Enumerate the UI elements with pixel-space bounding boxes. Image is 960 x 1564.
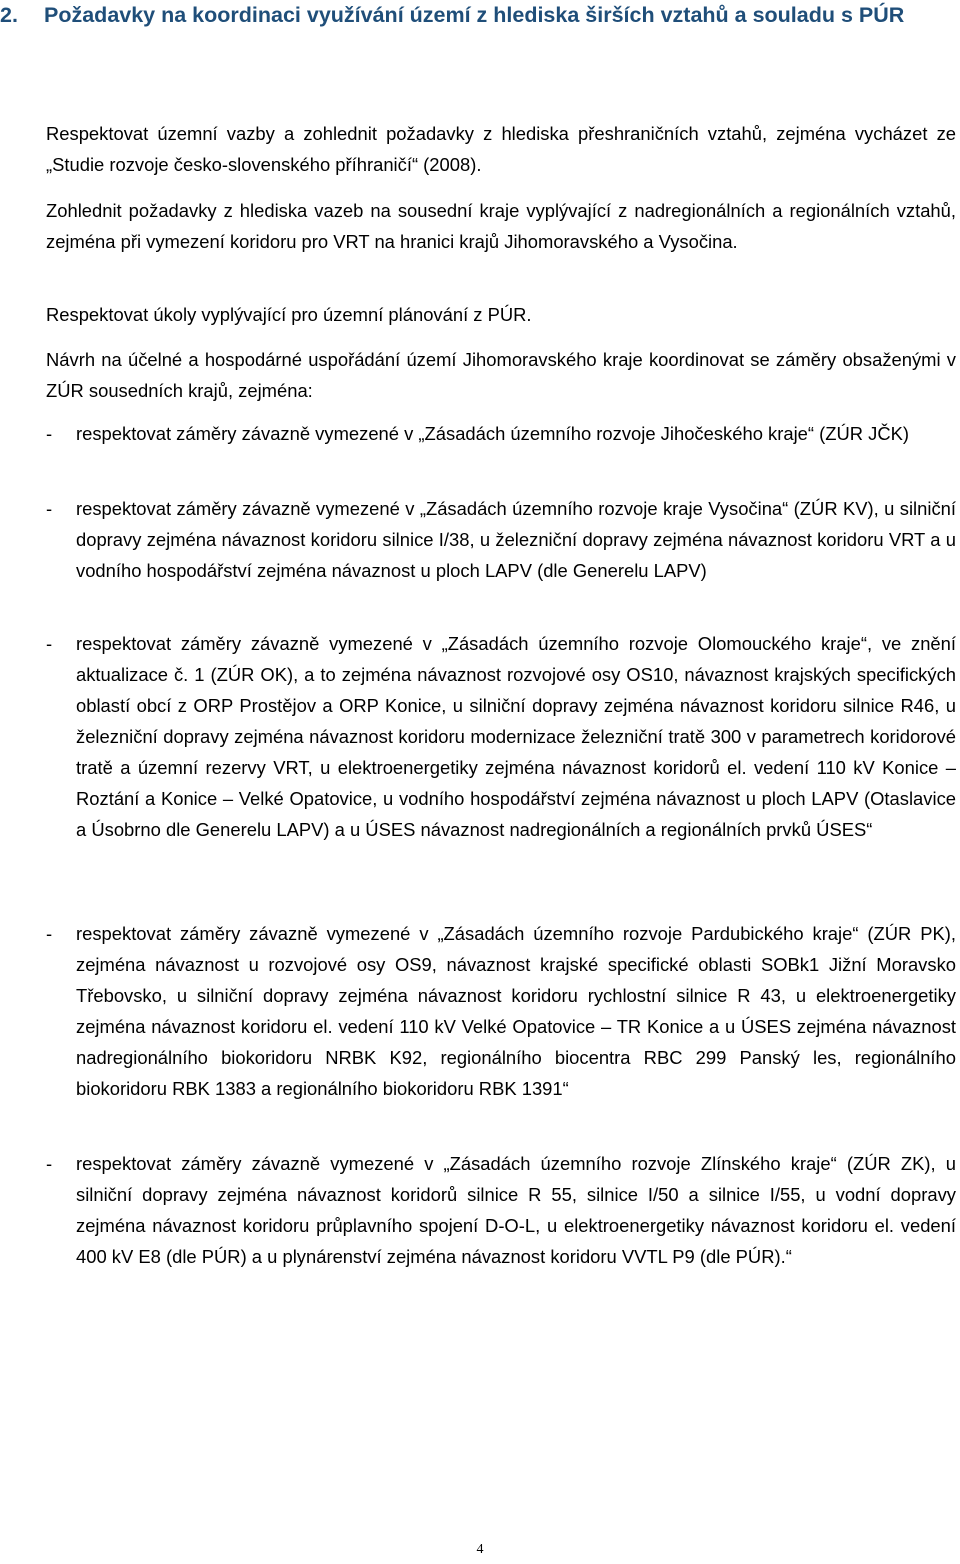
list-dash: - [46,633,53,654]
paragraph-pur-tasks: Respektovat úkoly vyplývající pro územní plánování z PÚR. [46,304,532,325]
section-heading [0,0,958,33]
page-number: 4 [476,1542,484,1557]
section-number: 2. [0,3,18,27]
list-item-text: respektovat záměry závazně vymezené v „Zásadách územního rozvoje Pardubického kraje“ (ZÚR PK), zejména návaznost u rozvojové osy OS9, návaznost krajské specifické oblasti SOBk1 Jižní Moravsko Třebovsko, u silniční dopravy zejména návaznost koridoru rychlostní silnice R 43, u elektroenergetiky zejména návaznost koridoru el. vedení 110 kV Velké Opatovice – TR Konice a u ÚSES zejména návaznost nadregionálního biokoridoru NRBK K92, regionálního biocentra RBC 299 Panský les, regionálního biokoridoru RBK 1383 a regionálního biokoridoru RBK 1391“ [76,923,956,1099]
list-item-text: respektovat záměry závazně vymezené v „Zásadách územního rozvoje Olomouckého kraje“, ve znění aktualizace č. 1 (ZÚR OK), a to zejména návaznost rozvojové osy OS10, návaznost krajských specifických oblastí obcí z ORP Prostějov a ORP Konice, u silniční dopravy zejména návaznost koridoru silnice R46, u železniční dopravy zejména návaznost koridoru modernizace železniční tratě 300 v parametrech koridorové tratě a územní rezervy VRT, u elektroenergetiky zejména návaznost koridorů el. vedení 110 kV Konice – Roztání a Konice – Velké Opatovice, u vodního hospodářství zejména návaznost u ploch LAPV (Otaslavice a Úsobrno dle Generelu LAPV) a u ÚSES návaznost nadregionálních a regionálních prvků ÚSES“ [76,633,956,840]
list-dash: - [46,1153,53,1174]
list-dash: - [46,923,53,944]
list-item-zk [46,1148,956,1272]
list-item-pk [46,918,956,1104]
list-item-ok [46,628,956,845]
list-item-text: respektovat záměry závazně vymezené v „Zásadách územního rozvoje Zlínského kraje“ (ZÚR ZK), u silniční dopravy zejména návaznost koridorů silnice R 55, silnice I/50 a silnice I/55, u vodní dopravy zejména návaznost koridoru průplavního spojení D-O-L, u elektroenergetiky návaznost koridoru el. vedení 400 kV E8 (dle PÚR) a u plynárenství zejména návaznost koridoru VVTL P9 (dle PÚR).“ [76,1153,956,1267]
paragraph-coordination-intro: Návrh na účelné a hospodárné uspořádání území Jihomoravského kraje koordinovat se záměry obsaženými v ZÚR sousedních krajů, zejména: [46,349,956,401]
list-item-jck [46,418,956,449]
paragraph-neighbor-regions: Zohlednit požadavky z hlediska vazeb na sousední kraje vyplývající z nadregionálních a regionálních vztahů, zejména při vymezení koridoru pro VRT na hranici krajů Jihomoravského a Vysočina. [46,200,956,252]
list-dash: - [46,498,53,519]
paragraph-cross-border: Respektovat územní vazby a zohlednit požadavky z hlediska přeshraničních vztahů, zejména vycházet ze „Studie rozvoje česko-slovenského příhraničí“ (2008). [46,123,956,175]
list-dash: - [46,423,53,444]
list-item-kv [46,493,956,586]
list-item-text: respektovat záměry závazně vymezené v „Zásadách územního rozvoje Jihočeského kraje“ (ZÚR JČK) [76,423,910,444]
list-item-text: respektovat záměry závazně vymezené v „Zásadách územního rozvoje kraje Vysočina“ (ZÚR KV), u silniční dopravy zejména návaznost koridoru silnice I/38, u železniční dopravy zejména návaznost koridoru VRT a u vodního hospodářství zejména návaznost u ploch LAPV (dle Generelu LAPV) [76,498,956,581]
section-title: Požadavky na koordinaci využívání území z hlediska širších vztahů a souladu s PÚR [44,3,905,27]
